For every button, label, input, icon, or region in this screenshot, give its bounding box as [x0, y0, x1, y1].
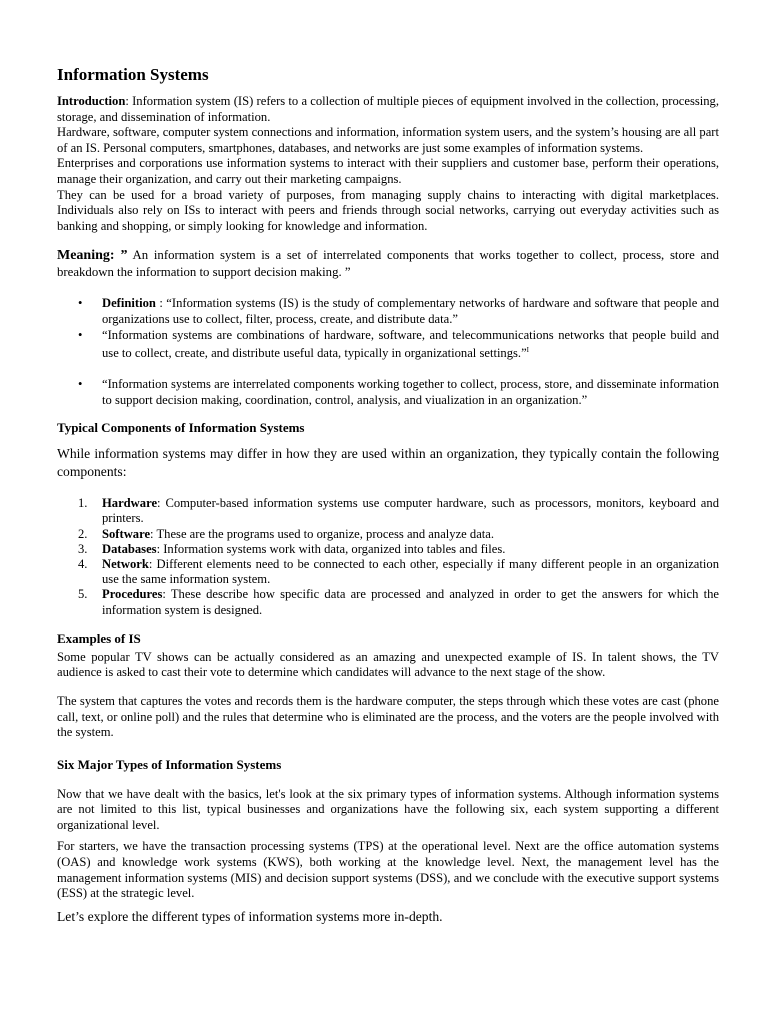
list-number: 4.: [78, 556, 88, 571]
definition-text: : “Information systems (IS) is the study of complementary networks of hardware and software that people and organizations use to collect, filter, process, create, and distribute data.”: [102, 296, 719, 326]
examples-heading: Examples of IS: [57, 630, 141, 646]
component-text: : These are the programs used to organize, process and analyze data.: [150, 526, 495, 541]
component-text: : Computer-based information systems use computer hardware, such as processors, monitors, keyboard and printers.: [102, 496, 719, 526]
list-number: 1.: [78, 496, 88, 511]
component-text: : Information systems work with data, organized into tables and files.: [156, 541, 506, 556]
examples-paragraph-2: The system that captures the votes and records them is the hardware computer, the steps through which these votes are cast (phone call, text, or online poll) and the rules that determine who is eliminated are the process, and the voters are the people involved with the system.: [57, 693, 719, 740]
list-item: [78, 587, 719, 617]
list-item: [78, 296, 719, 327]
bullet-icon: •: [78, 327, 83, 342]
intro-paragraph-2: Hardware, software, computer system connections and information, information system users, and the system’s housing are all part of an IS. Personal computers, smartphones, databases, and networks are just some examples of information systems.: [57, 125, 719, 155]
components-intro: While information systems may differ in how they are used within an organization, they typically contain the following components:: [57, 446, 719, 480]
list-item: [78, 526, 719, 542]
definition-label: Definition: [102, 296, 156, 311]
component-label: Databases: [102, 541, 157, 556]
list-number: 5.: [78, 587, 88, 602]
list-item: [78, 541, 719, 557]
list-item: [78, 327, 719, 362]
components-list: [57, 496, 719, 618]
definition-text: “Information systems are interrelated components working together to collect, process, store, and disseminate information to support decision making, coordination, control, analysis, and viualization in an organization.”: [102, 376, 719, 407]
component-label: Hardware: [102, 496, 158, 511]
intro-paragraph-4: They can be used for a broad variety of purposes, from managing supply chains to interacting with digital marketplaces. Individuals also rely on ISs to interact with peers and friends through social networks, carrying out everyday activities such as banking and shopping, or simply looking for knowledge and information.: [57, 187, 719, 233]
examples-paragraph-1: Some popular TV shows can be actually considered as an amazing and unexpected example of IS. In talent shows, the TV audience is asked to cast their vote to determine which candidates will advance to the next stage of the show.: [57, 649, 719, 680]
component-text: : These describe how specific data are processed and analyzed in order to get the answers for which the information system is designed.: [102, 587, 719, 617]
introduction-section: [57, 94, 719, 234]
list-item: [78, 496, 719, 526]
six-types-paragraph-2: For starters, we have the transaction processing systems (TPS) at the operational level. Next are the office automation systems (OAS) and knowledge work systems (KWS), both working at the knowledge level. Next, the management level has the management information systems (MIS) and decision support systems (DSS), and we conclude with the executive support systems (ESS) at the strategic level.: [57, 839, 719, 901]
document-title: Information Systems: [57, 65, 209, 84]
component-text: : Different elements need to be connected to each other, especially if many different people in an organization use the same information system.: [102, 556, 719, 587]
list-number: 3.: [78, 541, 88, 556]
introduction-label: Introduction: [57, 94, 126, 108]
six-types-heading: Six Major Types of Information Systems: [57, 756, 282, 772]
six-types-paragraph-1: Now that we have dealt with the basics, let's look at the six primary types of information systems. Although information systems are not limited to this list, typical businesses and organizations have the following six, each system supporting a different organizational level.: [57, 786, 719, 832]
meaning-paragraph: [57, 247, 719, 280]
footnote-marker: I: [526, 346, 530, 355]
intro-paragraph-3: Enterprises and corporations use information systems to interact with their suppliers and customer base, perform their operations, manage their organization, and carry out their marketing campaigns.: [57, 156, 719, 186]
intro-paragraph-1-text: : Information system (IS) refers to a collection of multiple pieces of equipment involved in the collection, processing, storage, and dissemination of information.: [57, 94, 719, 124]
component-label: Software: [102, 526, 151, 541]
list-item: [78, 376, 719, 408]
components-heading: Typical Components of Information Systems: [57, 420, 305, 436]
component-label: Procedures: [102, 587, 163, 602]
meaning-text: An information system is a set of interrelated components that works together to collect, process, store and breakdown the information to support decision making. ”: [57, 248, 719, 280]
component-label: Network: [102, 556, 149, 571]
meaning-label: Meaning: ”: [57, 248, 128, 264]
list-item: [78, 556, 719, 587]
six-types-paragraph-3: Let’s explore the different types of information systems more in-depth.: [57, 908, 443, 924]
definitions-list: [57, 296, 719, 408]
bullet-icon: •: [78, 296, 83, 311]
bullet-icon: •: [78, 376, 83, 391]
document-page: [57, 64, 719, 926]
list-number: 2.: [78, 526, 88, 541]
intro-paragraph-1: [57, 94, 719, 125]
definition-text: “Information systems are combinations of hardware, software, and telecommunications networks that people build and use to collect, create, and distribute useful data, typically in organizational settings.”: [102, 327, 719, 361]
